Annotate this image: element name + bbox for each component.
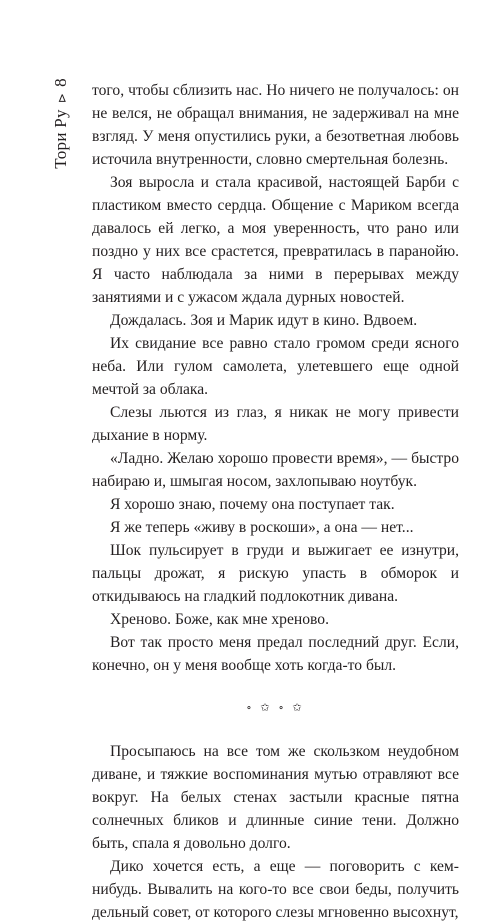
paragraph: Дико хочется есть, а еще — поговорить с кем-нибудь. Вывалить на кого-то все свои беды, получить дельный совет, от которого слезы мгновенно высохнут, [92, 858, 459, 921]
running-head [48, 78, 74, 278]
paragraph: того, чтобы сблизить нас. Но ничего не получалось: он не велся, не обращал внимания, не задерживал на мне взгляд. У меня опустились руки, а безответная любовь источила внутренности, словно смертельная болезнь. [92, 82, 459, 168]
page-number: 8 [51, 78, 70, 87]
paragraph: Я хорошо знаю, почему она поступает так. [110, 496, 395, 513]
paragraph: Слезы льются из глаз, я никак не могу привести дыхание в норму. [92, 404, 459, 444]
paragraph: Просыпаюсь на все том же скользком неудобном диване, и тяжкие воспоминания мутью отравляют все вокруг. На белых стенах застыли красные пятна солнечных бликов и длинные синие тени. Должно быть, спала я довольно долго. [92, 743, 459, 852]
paragraph: Хреново. Боже, как мне хреново. [110, 611, 329, 628]
paragraph: Я же теперь «живу в роскоши», а она — нет... [110, 519, 414, 536]
author-name: Тори Ру [51, 109, 70, 169]
text-section-after-break [92, 740, 459, 924]
body-text [92, 79, 459, 924]
running-head-text [48, 78, 75, 278]
paragraph: Их свидание все равно стало громом среди ясного неба. Или гулом самолета, улетевшего еще одной мечтой за облака. [92, 335, 459, 398]
paragraph: Шок пульсирует в груди и выжигает ее изнутри, пальцы дрожат, я рискую упасть в обморок и откидываюсь на гладкий подлокотник дивана. [92, 542, 459, 605]
text-section-before-break [92, 79, 459, 677]
section-break-ornament: ∘ ✩ ∘ ✩ [246, 702, 305, 714]
paragraph: Дождалась. Зоя и Марик идут в кино. Вдвоем. [110, 312, 418, 329]
separator-icon: ⊳ [55, 92, 69, 104]
paragraph: «Ладно. Желаю хорошо провести время», — быстро набираю и, шмыгая носом, захлопываю ноутбук. [92, 450, 459, 490]
paragraph: Зоя выросла и стала красивой, настоящей Барби с пластиком вместо сердца. Общение с Мариком всегда давалось ей легко, а моя уверенность, что рано или поздно у них все срастется, превратилась в паранойю. Я часто наблюдала за ними в перерывах между занятиями и с ужасом ждала дурных новостей. [92, 174, 459, 306]
paragraph: Вот так просто меня предал последний друг. Если, конечно, он у меня вообще хоть когда-то был. [92, 634, 459, 674]
